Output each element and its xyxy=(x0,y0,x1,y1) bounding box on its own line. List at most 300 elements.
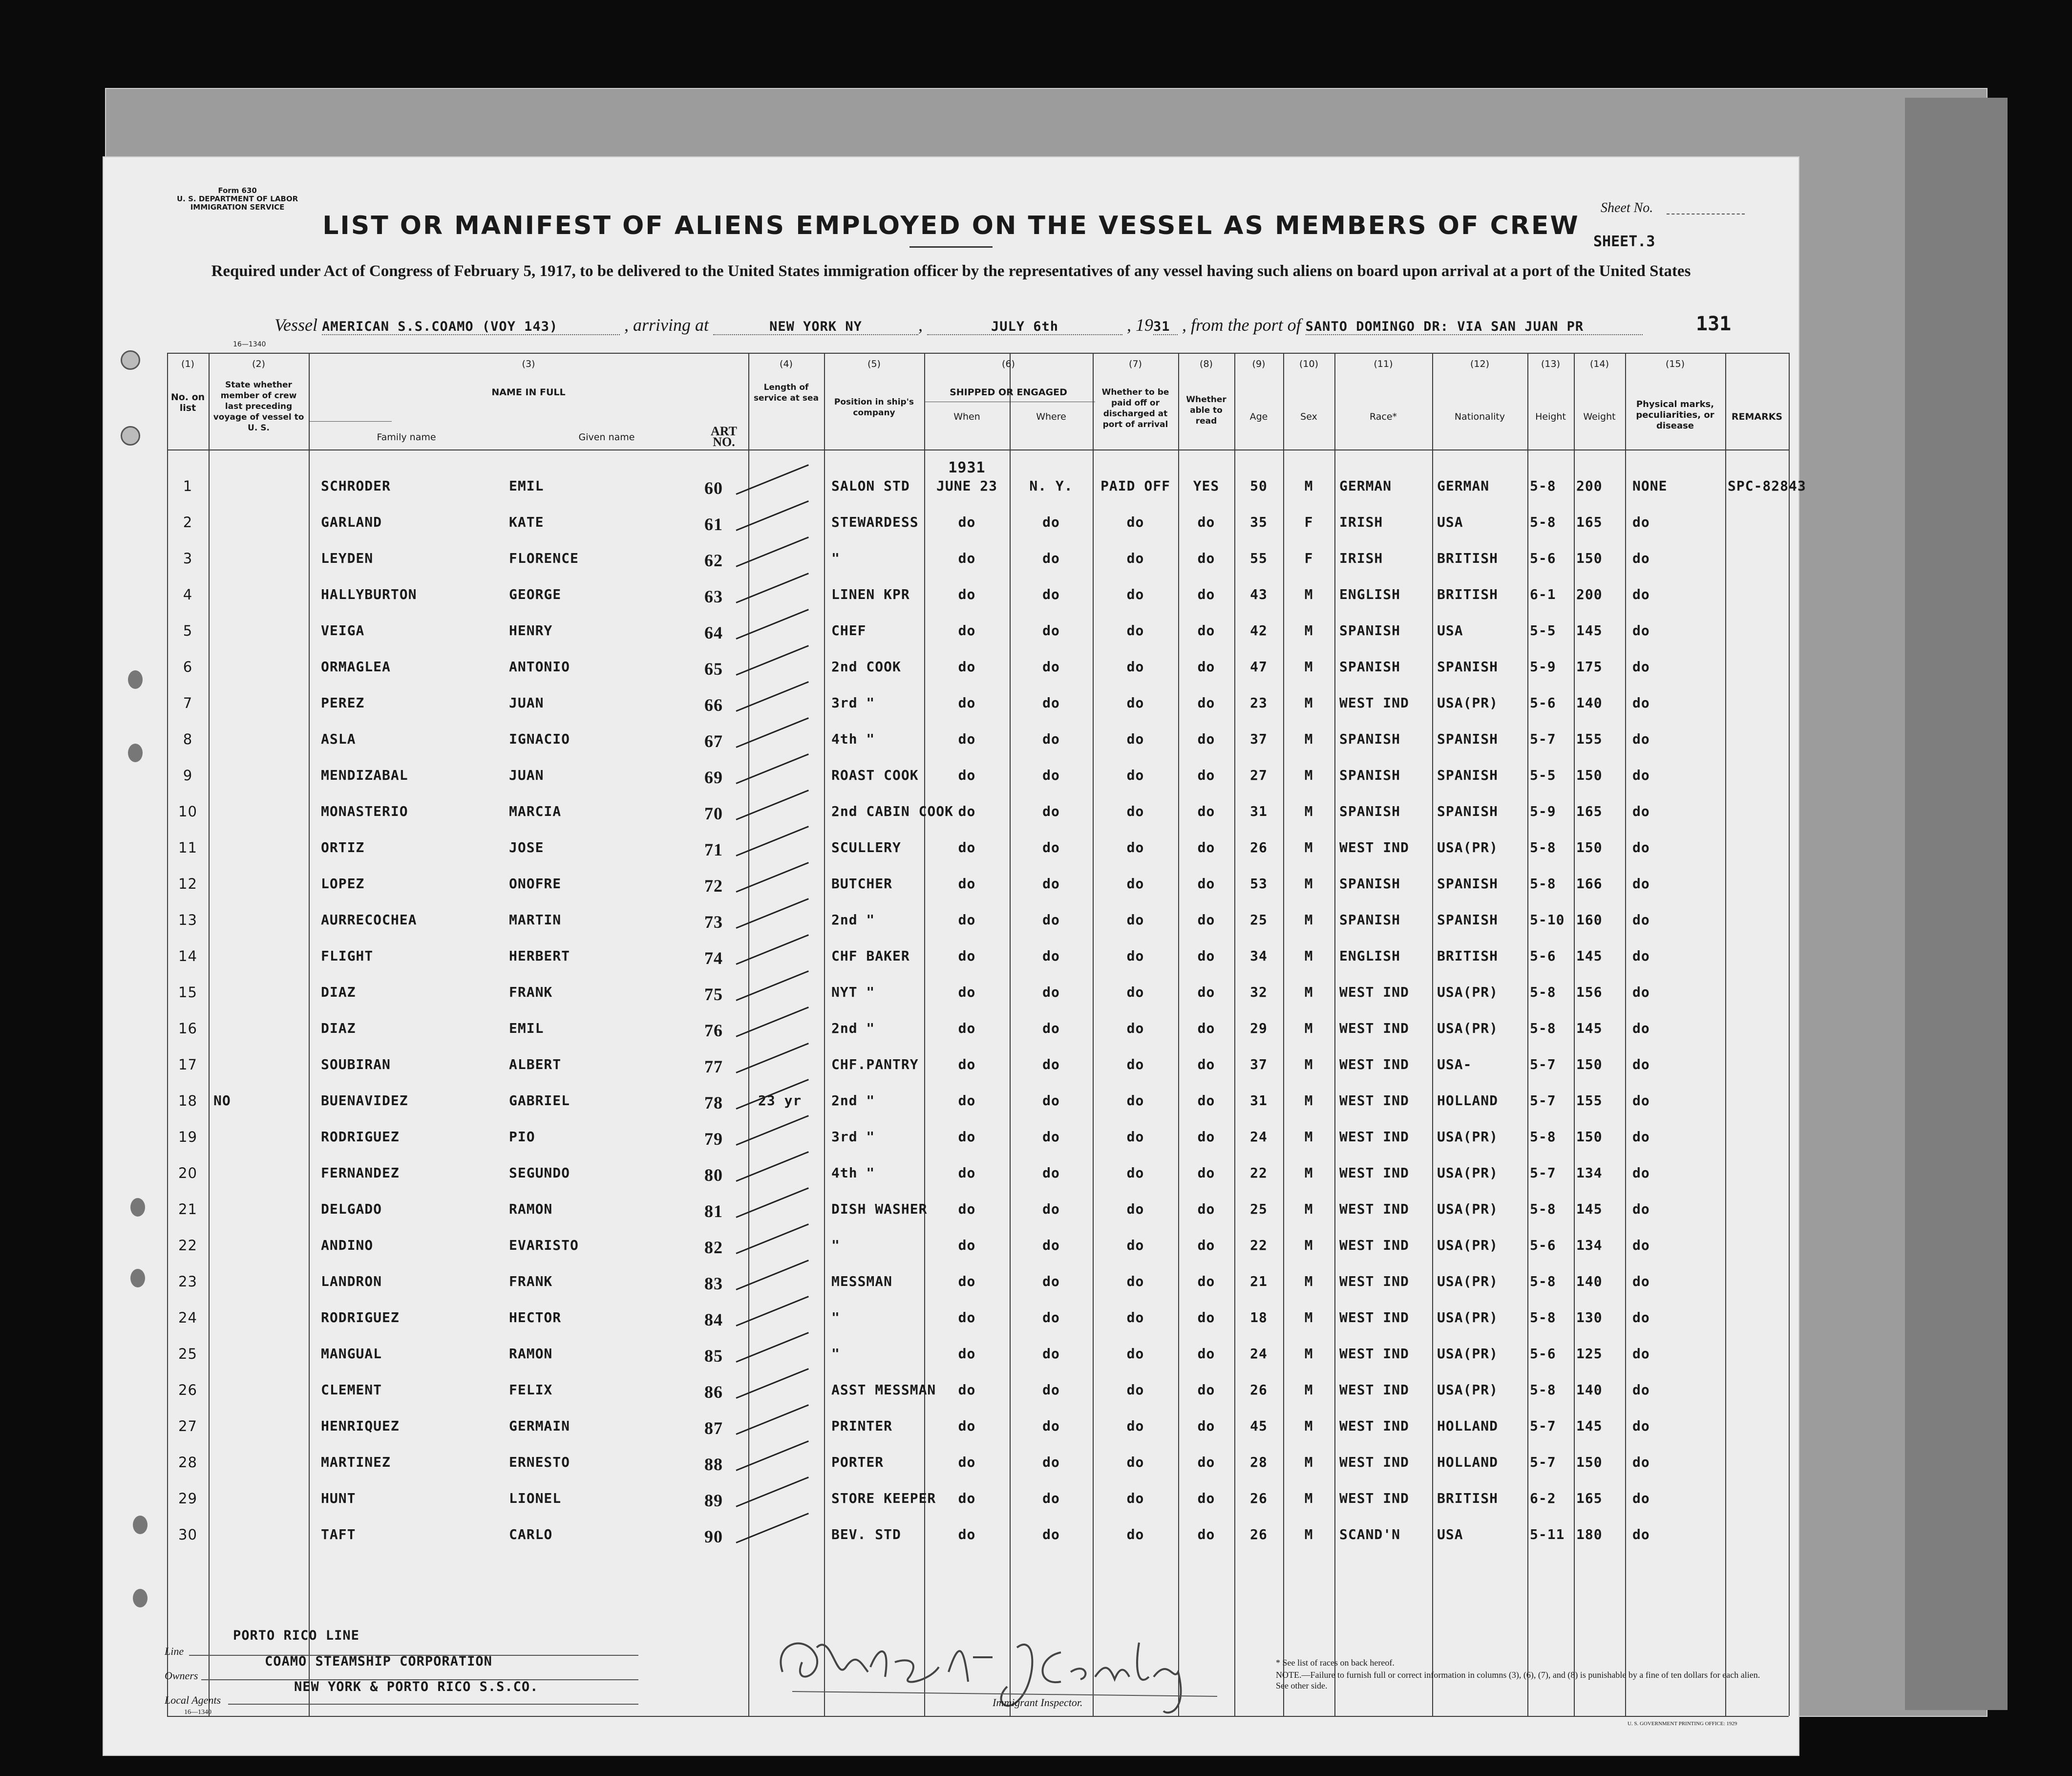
able-to-read: do xyxy=(1197,1273,1215,1289)
table-row xyxy=(167,505,1789,541)
check-mark xyxy=(736,1404,808,1435)
shipped-where: do xyxy=(1042,1526,1060,1542)
list-number: 3 xyxy=(183,550,193,567)
shipped-when: do xyxy=(958,839,976,856)
header-able-read: Whether able to read xyxy=(1186,395,1226,426)
shipped-where: do xyxy=(1042,948,1060,964)
sex: M xyxy=(1304,948,1313,964)
col-num: (14) xyxy=(1589,359,1609,369)
art-number: 85 xyxy=(704,1346,723,1366)
shipped-when: do xyxy=(958,1273,976,1289)
given-name: JOSE xyxy=(509,839,544,856)
family-name: LANDRON xyxy=(321,1273,382,1289)
race: WEST IND xyxy=(1339,695,1409,711)
able-to-read: do xyxy=(1197,1454,1215,1470)
height: 5-8 xyxy=(1530,514,1556,530)
paid-off: do xyxy=(1126,1129,1144,1145)
position: NYT " xyxy=(831,984,875,1000)
art-number: 66 xyxy=(704,695,723,715)
able-to-read: do xyxy=(1197,514,1215,530)
weight: 160 xyxy=(1576,912,1603,928)
age: 37 xyxy=(1250,1056,1268,1072)
weight: 155 xyxy=(1576,1092,1603,1109)
table-row xyxy=(167,1192,1789,1228)
weight: 150 xyxy=(1576,767,1603,783)
art-number: 86 xyxy=(704,1382,723,1402)
art-number: 79 xyxy=(704,1129,723,1149)
weight: 145 xyxy=(1576,622,1603,639)
sex: M xyxy=(1304,912,1313,928)
shipped-when: do xyxy=(958,1526,976,1542)
col-num: (13) xyxy=(1541,359,1560,369)
family-name: AURRECOCHEA xyxy=(321,912,417,928)
position: ASST MESSMAN xyxy=(831,1382,936,1398)
previous-voyage: NO xyxy=(213,1092,231,1109)
shipped-where: do xyxy=(1042,1346,1060,1362)
table-row xyxy=(167,903,1789,939)
header-length-service: Length of service at sea xyxy=(753,383,819,403)
arriving-at: NEW YORK NY xyxy=(713,319,918,335)
nationality: SPANISH xyxy=(1437,767,1499,783)
agents-label: Local Agents xyxy=(165,1694,221,1706)
position: " xyxy=(831,1309,840,1326)
list-number: 6 xyxy=(183,659,193,675)
nationality: GERMAN xyxy=(1437,478,1490,494)
header-remarks: REMARKS xyxy=(1731,411,1783,422)
family-name: GARLAND xyxy=(321,514,382,530)
vessel-name: AMERICAN S.S.COAMO (VOY 143) xyxy=(322,319,620,335)
header-no-on-list: No. on list xyxy=(170,392,205,413)
check-mark xyxy=(736,790,808,820)
shipped-where: N. Y. xyxy=(1029,478,1073,494)
nationality: USA(PR) xyxy=(1437,984,1499,1000)
header-sex: Sex xyxy=(1300,411,1317,422)
family-name: SCHRODER xyxy=(321,478,391,494)
nationality: USA(PR) xyxy=(1437,1165,1499,1181)
physical-marks: do xyxy=(1632,514,1650,530)
table-row xyxy=(167,975,1789,1011)
check-mark xyxy=(736,1115,808,1146)
family-name: DELGADO xyxy=(321,1201,382,1217)
header-family-name: Family name xyxy=(377,432,436,443)
nationality: BRITISH xyxy=(1437,1490,1499,1506)
age: 21 xyxy=(1250,1273,1268,1289)
shipped-when: do xyxy=(958,876,976,892)
line-label: Line xyxy=(165,1645,184,1657)
height: 5-8 xyxy=(1530,478,1556,494)
check-mark xyxy=(736,1043,808,1073)
agents-underline xyxy=(228,1704,638,1705)
art-number: 61 xyxy=(704,514,723,534)
sex: M xyxy=(1304,1129,1313,1145)
shipped-where: do xyxy=(1042,1490,1060,1506)
check-mark xyxy=(736,862,808,893)
agents-code: 16—1340 xyxy=(184,1709,211,1716)
col-num: (2) xyxy=(252,359,265,369)
art-number: 63 xyxy=(704,587,723,606)
col-num: (1) xyxy=(181,359,194,369)
sex: M xyxy=(1304,1309,1313,1326)
family-name: BUENAVIDEZ xyxy=(321,1092,408,1109)
binder-hole xyxy=(133,1589,148,1607)
height: 5-8 xyxy=(1530,1273,1556,1289)
height: 5-7 xyxy=(1530,1165,1556,1181)
able-to-read: do xyxy=(1197,803,1215,819)
age: 34 xyxy=(1250,948,1268,964)
sex: M xyxy=(1304,695,1313,711)
weight: 140 xyxy=(1576,695,1603,711)
nationality: USA- xyxy=(1437,1056,1472,1072)
height: 5-8 xyxy=(1530,1129,1556,1145)
given-name: ANTONIO xyxy=(509,659,571,675)
position: CHF BAKER xyxy=(831,948,910,964)
paid-off: do xyxy=(1126,912,1144,928)
art-number: 83 xyxy=(704,1274,723,1293)
physical-marks: do xyxy=(1632,984,1650,1000)
table-row xyxy=(167,758,1789,794)
name-subheader-rule xyxy=(309,421,392,422)
crew-table xyxy=(167,353,1806,1716)
list-number: 2 xyxy=(183,514,193,531)
able-to-read: do xyxy=(1197,767,1215,783)
binder-hole xyxy=(130,1198,145,1217)
form-number: Form 630 xyxy=(218,186,257,195)
family-name: RODRIGUEZ xyxy=(321,1129,400,1145)
height: 5-7 xyxy=(1530,1092,1556,1109)
able-to-read: do xyxy=(1197,876,1215,892)
paid-off: do xyxy=(1126,622,1144,639)
penalty-note: NOTE.—Failure to furnish full or correct information in columns (3), (6), (7), and (8) is punishable by a fine of ten dollars for each alien. See other side. xyxy=(1276,1670,1760,1690)
race: WEST IND xyxy=(1339,1165,1409,1181)
family-name: ANDINO xyxy=(321,1237,374,1253)
position: 2nd CABIN COOK xyxy=(831,803,954,819)
col-num: (9) xyxy=(1252,359,1266,369)
list-number: 27 xyxy=(178,1418,197,1434)
table-row xyxy=(167,650,1789,686)
height: 6-1 xyxy=(1530,586,1556,602)
table-row xyxy=(167,1518,1789,1554)
given-name: HERBERT xyxy=(509,948,571,964)
given-name: KATE xyxy=(509,514,544,530)
able-to-read: do xyxy=(1197,659,1215,675)
physical-marks: do xyxy=(1632,948,1650,964)
given-name: LIONEL xyxy=(509,1490,562,1506)
header-art-no: ART NO. xyxy=(711,424,737,449)
position: LINEN KPR xyxy=(831,586,910,602)
check-mark xyxy=(736,1296,808,1327)
list-number: 18 xyxy=(178,1092,197,1109)
binder-hole xyxy=(121,426,140,446)
position: DISH WASHER xyxy=(831,1201,928,1217)
age: 24 xyxy=(1250,1129,1268,1145)
paid-off: do xyxy=(1126,1346,1144,1362)
col-num: (8) xyxy=(1200,359,1213,369)
table-row xyxy=(167,614,1789,650)
shipped-when: do xyxy=(958,948,976,964)
race: SPANISH xyxy=(1339,731,1401,747)
age: 35 xyxy=(1250,514,1268,530)
position: 3rd " xyxy=(831,695,875,711)
sex: M xyxy=(1304,1526,1313,1542)
sex: M xyxy=(1304,1273,1313,1289)
given-name: SEGUNDO xyxy=(509,1165,571,1181)
art-number: 88 xyxy=(704,1455,723,1474)
col-num: (15) xyxy=(1665,359,1685,369)
race: ENGLISH xyxy=(1339,948,1401,964)
sheet-value: SHEET.3 xyxy=(1593,233,1655,250)
able-to-read: do xyxy=(1197,1129,1215,1145)
sex: M xyxy=(1304,1237,1313,1253)
physical-marks: do xyxy=(1632,1418,1650,1434)
age: 26 xyxy=(1250,1382,1268,1398)
check-mark xyxy=(736,934,808,965)
shipped-where: do xyxy=(1042,550,1060,566)
header-race: Race* xyxy=(1369,411,1397,422)
nationality: USA(PR) xyxy=(1437,1273,1499,1289)
given-name: JUAN xyxy=(509,767,544,783)
shipped-where: do xyxy=(1042,1092,1060,1109)
table-row xyxy=(167,1084,1789,1120)
header-paid-off: Whether to be paid off or discharged at port of arrival xyxy=(1101,387,1169,429)
nationality: USA(PR) xyxy=(1437,839,1499,856)
physical-marks: do xyxy=(1632,1346,1650,1362)
nationality: USA xyxy=(1437,514,1463,530)
position: MESSMAN xyxy=(831,1273,893,1289)
able-to-read: do xyxy=(1197,1382,1215,1398)
race: WEST IND xyxy=(1339,1237,1409,1253)
weight: 180 xyxy=(1576,1526,1603,1542)
height: 5-7 xyxy=(1530,1418,1556,1434)
shipped-where: do xyxy=(1042,1201,1060,1217)
given-name: RAMON xyxy=(509,1201,553,1217)
given-name: GABRIEL xyxy=(509,1092,571,1109)
table-row xyxy=(167,1011,1789,1048)
family-name: DIAZ xyxy=(321,1020,356,1036)
sex: M xyxy=(1304,1092,1313,1109)
given-name: MARTIN xyxy=(509,912,562,928)
shipped-when: do xyxy=(958,1454,976,1470)
art-number: 87 xyxy=(704,1418,723,1438)
col-num: (7) xyxy=(1129,359,1142,369)
check-mark xyxy=(736,826,808,856)
weight: 145 xyxy=(1576,948,1603,964)
header-age: Age xyxy=(1249,411,1268,422)
position: ROAST COOK xyxy=(831,767,919,783)
able-to-read: do xyxy=(1197,1165,1215,1181)
position: 3rd " xyxy=(831,1129,875,1145)
list-number: 19 xyxy=(178,1129,197,1145)
given-name: PIO xyxy=(509,1129,535,1145)
sex: M xyxy=(1304,767,1313,783)
physical-marks: do xyxy=(1632,876,1650,892)
shipped-when: do xyxy=(958,1346,976,1362)
arrival-date: JULY 6th xyxy=(927,319,1122,335)
race: WEST IND xyxy=(1339,839,1409,856)
age: 18 xyxy=(1250,1309,1268,1326)
nationality: USA xyxy=(1437,1526,1463,1542)
age: 31 xyxy=(1250,803,1268,819)
physical-marks: do xyxy=(1632,1201,1650,1217)
length-of-service: 23 yr xyxy=(758,1092,802,1109)
paid-off: do xyxy=(1126,731,1144,747)
art-number: 90 xyxy=(704,1527,723,1546)
art-number: 73 xyxy=(704,912,723,932)
nationality: BRITISH xyxy=(1437,550,1499,566)
sex: M xyxy=(1304,1490,1313,1506)
check-mark xyxy=(736,1368,808,1399)
given-name: RAMON xyxy=(509,1346,553,1362)
art-number: 70 xyxy=(704,804,723,823)
sex: M xyxy=(1304,839,1313,856)
table-row xyxy=(167,867,1789,903)
physical-marks: do xyxy=(1632,622,1650,639)
physical-marks: do xyxy=(1632,731,1650,747)
age: 43 xyxy=(1250,586,1268,602)
check-mark xyxy=(736,500,808,531)
arrival-year: 31 xyxy=(1153,319,1178,335)
race: WEST IND xyxy=(1339,1201,1409,1217)
art-number: 82 xyxy=(704,1238,723,1257)
sex: M xyxy=(1304,622,1313,639)
physical-marks: do xyxy=(1632,586,1650,602)
paid-off: do xyxy=(1126,1454,1144,1470)
art-number: 64 xyxy=(704,623,723,642)
shipped-where: do xyxy=(1042,1418,1060,1434)
age: 53 xyxy=(1250,876,1268,892)
physical-marks: NONE xyxy=(1632,478,1668,494)
shipped-when: do xyxy=(958,550,976,566)
art-number: 62 xyxy=(704,551,723,570)
shipped-where: do xyxy=(1042,731,1060,747)
age: 26 xyxy=(1250,839,1268,856)
nationality: SPANISH xyxy=(1437,876,1499,892)
given-name: GEORGE xyxy=(509,586,562,602)
weight: 150 xyxy=(1576,550,1603,566)
list-number: 4 xyxy=(183,586,193,603)
vessel-line: Vessel AMERICAN S.S.COAMO (VOY 143) , arriving at NEW YORK NY , JULY 6th , 1931 , from the port of SANTO DOMINGO DR: VIA SAN JUAN PR xyxy=(275,315,1643,335)
art-number: 72 xyxy=(704,876,723,896)
able-to-read: do xyxy=(1197,586,1215,602)
position: 2nd " xyxy=(831,1092,875,1109)
shipped-when: JUNE 23 xyxy=(936,478,997,494)
position: SALON STD xyxy=(831,478,910,494)
table-row xyxy=(167,686,1789,722)
arriving-label: , arriving at xyxy=(624,315,709,335)
age: 23 xyxy=(1250,695,1268,711)
table-row xyxy=(167,1481,1789,1518)
list-number: 14 xyxy=(178,948,197,964)
race: WEST IND xyxy=(1339,1129,1409,1145)
paid-off: do xyxy=(1126,1165,1144,1181)
age: 37 xyxy=(1250,731,1268,747)
art-number: 76 xyxy=(704,1021,723,1040)
age: 47 xyxy=(1250,659,1268,675)
paid-off: do xyxy=(1126,1490,1144,1506)
col-num: (3) xyxy=(522,359,535,369)
nationality: HOLLAND xyxy=(1437,1454,1499,1470)
table-row xyxy=(167,1337,1789,1373)
height: 5-8 xyxy=(1530,839,1556,856)
family-name: LEYDEN xyxy=(321,550,374,566)
family-name: ASLA xyxy=(321,731,356,747)
table-row xyxy=(167,1264,1789,1301)
nationality: BRITISH xyxy=(1437,948,1499,964)
able-to-read: YES xyxy=(1193,478,1220,494)
check-mark xyxy=(736,1476,808,1507)
shipped-when: do xyxy=(958,984,976,1000)
shipped-when: do xyxy=(958,1382,976,1398)
shipped-where: do xyxy=(1042,1382,1060,1398)
check-mark xyxy=(736,1440,808,1471)
race: WEST IND xyxy=(1339,1056,1409,1072)
age: 25 xyxy=(1250,912,1268,928)
shipped-where: do xyxy=(1042,1309,1060,1326)
race: WEST IND xyxy=(1339,1309,1409,1326)
art-number: 77 xyxy=(704,1057,723,1076)
able-to-read: do xyxy=(1197,1490,1215,1506)
family-name: HENRIQUEZ xyxy=(321,1418,400,1434)
weight: 200 xyxy=(1576,586,1603,602)
sex: M xyxy=(1304,876,1313,892)
sex: F xyxy=(1304,550,1313,566)
art-number: 89 xyxy=(704,1491,723,1510)
shipped-where: do xyxy=(1042,514,1060,530)
physical-marks: do xyxy=(1632,767,1650,783)
height: 5-8 xyxy=(1530,1382,1556,1398)
shipped-where: do xyxy=(1042,1165,1060,1181)
table-row xyxy=(167,1445,1789,1481)
art-number: 75 xyxy=(704,984,723,1004)
shipped-where: do xyxy=(1042,1129,1060,1145)
table-row xyxy=(167,831,1789,867)
position: " xyxy=(831,550,840,566)
paid-off: do xyxy=(1126,1201,1144,1217)
header-name-in-full: NAME IN FULL xyxy=(491,387,566,398)
weight: 150 xyxy=(1576,839,1603,856)
race: SPANISH xyxy=(1339,659,1401,675)
height: 5-6 xyxy=(1530,1237,1556,1253)
nationality: USA(PR) xyxy=(1437,1201,1499,1217)
height: 5-6 xyxy=(1530,1346,1556,1362)
shipped-where: do xyxy=(1042,1273,1060,1289)
paid-off: do xyxy=(1126,839,1144,856)
family-name: RODRIGUEZ xyxy=(321,1309,400,1326)
height: 5-8 xyxy=(1530,1309,1556,1326)
art-number: 60 xyxy=(704,478,723,498)
age: 31 xyxy=(1250,1092,1268,1109)
art-number: 81 xyxy=(704,1201,723,1221)
page-title: LIST OR MANIFEST OF ALIENS EMPLOYED ON THE VESSEL AS MEMBERS OF CREW xyxy=(322,211,1580,240)
paid-off: do xyxy=(1126,1092,1144,1109)
binder-hole xyxy=(128,670,143,689)
list-number: 26 xyxy=(178,1382,197,1398)
shipped-where: do xyxy=(1042,1237,1060,1253)
height: 5-7 xyxy=(1530,731,1556,747)
able-to-read: do xyxy=(1197,1526,1215,1542)
family-name: DIAZ xyxy=(321,984,356,1000)
position: CHEF xyxy=(831,622,867,639)
race: GERMAN xyxy=(1339,478,1392,494)
age: 27 xyxy=(1250,767,1268,783)
shipped-where: do xyxy=(1042,1454,1060,1470)
able-to-read: do xyxy=(1197,912,1215,928)
able-to-read: do xyxy=(1197,1346,1215,1362)
nationality: USA xyxy=(1437,622,1463,639)
physical-marks: do xyxy=(1632,1056,1650,1072)
height: 5-6 xyxy=(1530,550,1556,566)
physical-marks: do xyxy=(1632,695,1650,711)
binder-hole xyxy=(133,1516,148,1534)
